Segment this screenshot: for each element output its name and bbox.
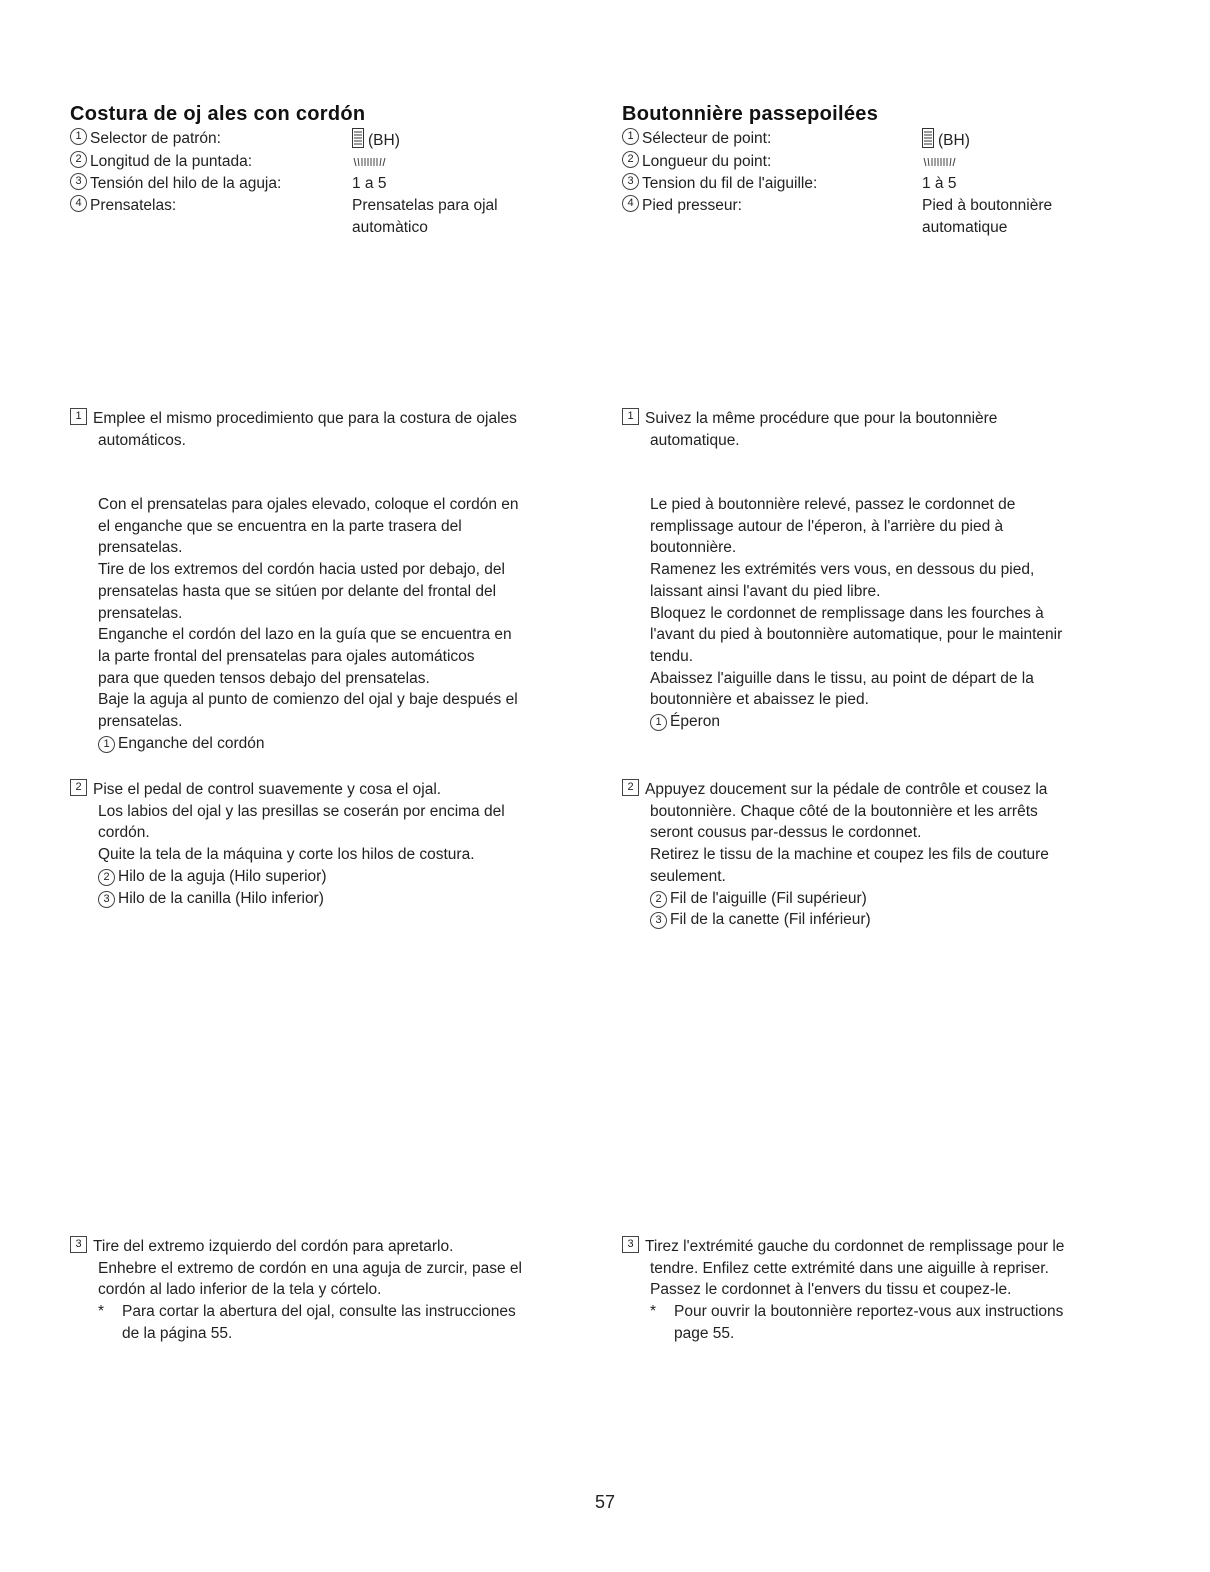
spec-value bbox=[922, 128, 970, 152]
reference-item bbox=[622, 888, 1162, 910]
circled-number: 1 bbox=[98, 736, 115, 753]
circled-number: 3 bbox=[622, 173, 639, 190]
step-text: automáticos. bbox=[98, 431, 186, 449]
spec-row-foot bbox=[70, 195, 610, 238]
french-step-2 bbox=[622, 779, 1162, 931]
step-text: cordón. bbox=[98, 824, 150, 842]
para-line: Enganche el cordón del lazo en la guía que se encuentra en bbox=[98, 626, 512, 644]
page-number: 57 bbox=[594, 1492, 616, 1512]
footnote bbox=[70, 1301, 610, 1344]
spanish-step-3 bbox=[70, 1236, 610, 1345]
spec-row-length bbox=[70, 151, 610, 173]
step-text: automatique. bbox=[650, 431, 740, 449]
bh-pattern-icon bbox=[352, 128, 364, 148]
reference-text: Hilo de la canilla (Hilo inferior) bbox=[118, 889, 324, 907]
step-text: Los labios del ojal y las presillas se coserán por encima del bbox=[98, 802, 505, 820]
bh-label: (BH) bbox=[938, 131, 970, 149]
reference-item bbox=[70, 866, 610, 888]
reference-text: Fil de la canette (Fil inférieur) bbox=[670, 911, 871, 929]
spec-label: Tensión del hilo de la aguja: bbox=[90, 175, 282, 193]
reference-item bbox=[622, 711, 1162, 733]
para-line: Con el prensatelas para ojales elevado, coloque el cordón en bbox=[98, 496, 519, 513]
spec-value bbox=[352, 128, 400, 152]
spec-value: 1 a 5 bbox=[352, 175, 387, 193]
spec-row-foot bbox=[622, 195, 1162, 238]
footnote-text: Pour ouvrir la boutonnière reportez-vous aux instructions bbox=[674, 1303, 1064, 1321]
spec-row-tension bbox=[70, 173, 610, 195]
para-line: para que queden tensos debajo del prensatelas. bbox=[98, 669, 430, 687]
spec-label: Pied presseur: bbox=[642, 196, 742, 214]
spanish-cord-paragraph bbox=[70, 494, 610, 754]
step-text: boutonnière. Chaque côté de la boutonnière et les arrêts bbox=[650, 802, 1038, 820]
spanish-title: Costura de oj ales con cordón bbox=[70, 103, 366, 125]
spec-row-pattern bbox=[622, 128, 1162, 152]
para-line: la parte frontal del prensatelas para ojales automáticos bbox=[98, 647, 475, 665]
circled-number: 3 bbox=[650, 912, 667, 929]
reference-text: Enganche del cordón bbox=[118, 734, 265, 752]
boxed-step-number: 2 bbox=[622, 779, 639, 796]
step-text: Enhebre el extremo de cordón en una aguja de zurcir, pase el bbox=[98, 1259, 522, 1277]
spec-row-tension bbox=[622, 173, 1162, 195]
reference-text: Fil de l'aiguille (Fil supérieur) bbox=[670, 889, 867, 907]
boxed-step-number: 2 bbox=[70, 779, 87, 796]
step-text: seulement. bbox=[650, 867, 726, 885]
step-text: Suivez la même procédure que pour la boutonnière bbox=[645, 410, 998, 427]
french-step-1 bbox=[622, 408, 1162, 451]
reference-text: Éperon bbox=[670, 713, 720, 731]
bh-label: (BH) bbox=[368, 131, 400, 149]
para-line: tendu. bbox=[650, 647, 694, 665]
para-line: Le pied à boutonnière relevé, passez le cordonnet de bbox=[650, 496, 1016, 513]
spec-row-length bbox=[622, 151, 1162, 173]
spec-label: Sélecteur de point: bbox=[642, 129, 772, 147]
french-cord-paragraph bbox=[622, 494, 1162, 733]
footnote bbox=[622, 1301, 1162, 1344]
circled-number: 2 bbox=[70, 151, 87, 168]
step-text: Quite la tela de la máquina y corte los hilos de costura. bbox=[98, 846, 475, 864]
footnote-star: * bbox=[98, 1303, 105, 1321]
reference-text: Hilo de la aguja (Hilo superior) bbox=[118, 867, 327, 885]
footnote-text: Para cortar la abertura del ojal, consulte las instrucciones bbox=[122, 1303, 516, 1321]
circled-number: 2 bbox=[650, 891, 667, 908]
french-title: Boutonnière passepoilées bbox=[622, 103, 879, 125]
circled-number: 3 bbox=[70, 173, 87, 190]
circled-number: 4 bbox=[70, 195, 87, 212]
circled-number: 4 bbox=[622, 195, 639, 212]
step-text: Retirez le tissu de la machine et coupez les fils de couture bbox=[650, 846, 1049, 864]
spec-label: Longueur du point: bbox=[642, 153, 772, 171]
spec-value-line: automàtico bbox=[352, 218, 428, 236]
stitch-length-marks-icon bbox=[922, 156, 958, 168]
spec-label: Longitud de la puntada: bbox=[90, 153, 253, 171]
step-text: tendre. Enfilez cette extrémité dans une aiguille à repriser. bbox=[650, 1259, 1049, 1277]
step-text: Passez le cordonnet à l'envers du tissu et coupez-le. bbox=[650, 1281, 1012, 1299]
circled-number: 3 bbox=[98, 891, 115, 908]
spec-label: Tension du fil de l'aiguille: bbox=[642, 175, 818, 193]
para-line: Ramenez les extrémités vers vous, en dessous du pied, bbox=[650, 561, 1035, 579]
stitch-length-marks-icon bbox=[352, 156, 388, 168]
step-text: Tire del extremo izquierdo del cordón para apretarlo. bbox=[93, 1238, 454, 1255]
para-line: Bloquez le cordonnet de remplissage dans les fourches à bbox=[650, 604, 1044, 622]
para-line: Tire de los extremos del cordón hacia usted por debajo, del bbox=[98, 561, 505, 579]
step-text: Pise el pedal de control suavemente y cosa el ojal. bbox=[93, 781, 442, 798]
para-line: Abaissez l'aiguille dans le tissu, au point de départ de la bbox=[650, 669, 1034, 687]
reference-item bbox=[70, 733, 610, 755]
spec-value bbox=[352, 195, 498, 238]
circled-number: 1 bbox=[650, 714, 667, 731]
reference-item bbox=[70, 888, 610, 910]
spec-value-line: Prensatelas para ojal bbox=[352, 196, 498, 214]
para-line: l'avant du pied à boutonnière automatique, pour le maintenir bbox=[650, 626, 1063, 644]
circled-number: 1 bbox=[622, 128, 639, 145]
boxed-step-number: 1 bbox=[622, 408, 639, 425]
spec-value-line: automatique bbox=[922, 218, 1008, 236]
spec-value bbox=[922, 195, 1052, 238]
spanish-step-1 bbox=[70, 408, 610, 451]
spanish-step-2 bbox=[70, 779, 610, 909]
spec-label: Selector de patrón: bbox=[90, 129, 221, 147]
para-line: prensatelas. bbox=[98, 713, 183, 731]
spec-value bbox=[352, 151, 388, 173]
step-text: Tirez l'extrémité gauche du cordonnet de remplissage pour le bbox=[645, 1238, 1065, 1255]
french-step-3 bbox=[622, 1236, 1162, 1345]
boxed-step-number: 3 bbox=[70, 1236, 87, 1253]
circled-number: 2 bbox=[622, 151, 639, 168]
para-line: prensatelas hasta que se sitúen por delante del frontal del bbox=[98, 582, 497, 600]
circled-number: 1 bbox=[70, 128, 87, 145]
para-line: prensatelas. bbox=[98, 604, 183, 622]
footnote-text: de la página 55. bbox=[122, 1324, 233, 1342]
spanish-spec-section bbox=[70, 104, 610, 238]
spec-label: Prensatelas: bbox=[90, 196, 177, 214]
french-spec-section bbox=[622, 104, 1162, 238]
boxed-step-number: 1 bbox=[70, 408, 87, 425]
step-text: seront cousus par-dessus le cordonnet. bbox=[650, 824, 922, 842]
para-line: remplissage autour de l'éperon, à l'arrière du pied à bbox=[650, 517, 1004, 535]
para-line: boutonnière et abaissez le pied. bbox=[650, 691, 869, 709]
footnote-star: * bbox=[650, 1303, 657, 1321]
reference-item bbox=[622, 909, 1162, 931]
footnote-text: page 55. bbox=[674, 1324, 735, 1342]
para-line: laissant ainsi l'avant du pied libre. bbox=[650, 582, 881, 600]
step-text: cordón al lado inferior de la tela y córtelo. bbox=[98, 1281, 382, 1299]
spec-value bbox=[922, 151, 958, 173]
spec-value: 1 à 5 bbox=[922, 175, 957, 193]
para-line: Baje la aguja al punto de comienzo del ojal y baje después el bbox=[98, 691, 518, 709]
para-line: el enganche que se encuentra en la parte trasera del bbox=[98, 517, 462, 535]
spec-row-pattern bbox=[70, 128, 610, 152]
para-line: prensatelas. bbox=[98, 539, 183, 557]
spec-value-line: Pied à boutonnière bbox=[922, 196, 1053, 214]
boxed-step-number: 3 bbox=[622, 1236, 639, 1253]
step-text: Appuyez doucement sur la pédale de contrôle et cousez la bbox=[645, 781, 1048, 798]
step-text: Emplee el mismo procedimiento que para la costura de ojales bbox=[93, 410, 517, 427]
circled-number: 2 bbox=[98, 869, 115, 886]
bh-pattern-icon bbox=[922, 128, 934, 148]
para-line: boutonnière. bbox=[650, 539, 737, 557]
